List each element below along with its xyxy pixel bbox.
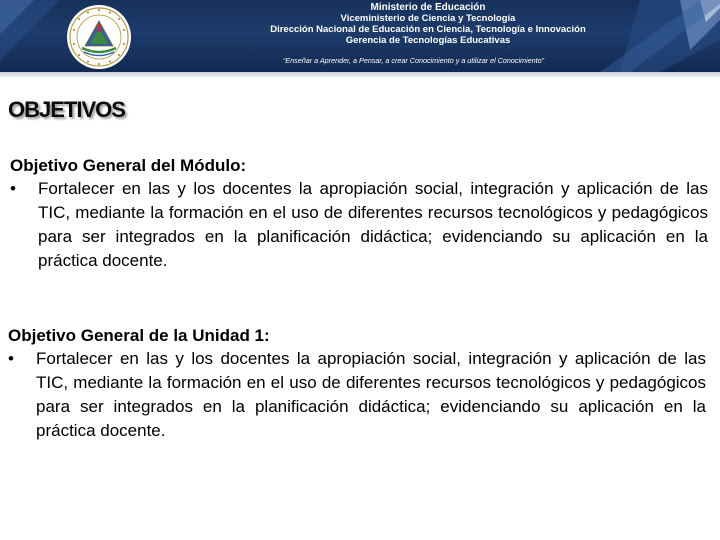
objective-section-unit-1 <box>8 324 706 443</box>
objective-text: Fortalecer en las y los docentes la apropiación social, integración y aplicación de las TIC, mediante la formación en el uso de diferentes recursos tecnológicos y pedagógicos para ser integrados en la planificación didáctica; evidenciando su aplicación en la práctica docente. <box>36 349 706 440</box>
header-banner <box>0 0 720 72</box>
list-item <box>8 347 706 443</box>
banner-bottom-border <box>0 72 720 77</box>
management-name: Gerencia de Tecnologías Educativas <box>345 35 511 46</box>
header-text-block <box>228 2 628 46</box>
ministry-name: Ministerio de Educación <box>370 2 486 13</box>
list-item <box>10 177 708 273</box>
bullet-icon: • <box>8 349 14 368</box>
bullet-icon: • <box>10 179 16 198</box>
el-salvador-coat-of-arms-icon <box>66 4 132 70</box>
objective-text: Fortalecer en las y los docentes la apropiación social, integración y aplicación de las TIC, mediante la formación en el uso de diferentes recursos tecnológicos y pedagógicos para ser integrados en la planificación didáctica; evidenciando su aplicación en la práctica docente. <box>38 179 708 270</box>
page-title: OBJETIVOS <box>8 97 125 122</box>
direction-name: Dirección Nacional de Educación en Ciencia, Tecnología e Innovación <box>270 24 586 35</box>
objective-section-module <box>10 154 708 273</box>
vice-ministry-name: Viceministerio de Ciencia y Tecnología <box>340 13 516 24</box>
section-heading: Objetivo General de la Unidad 1: <box>8 326 270 345</box>
header-slogan: “Enseñar a Aprender, a Pensar, a crear Conocimiento y a utilizar el Conocimiento” <box>283 56 545 65</box>
section-heading: Objetivo General del Módulo: <box>10 156 247 175</box>
